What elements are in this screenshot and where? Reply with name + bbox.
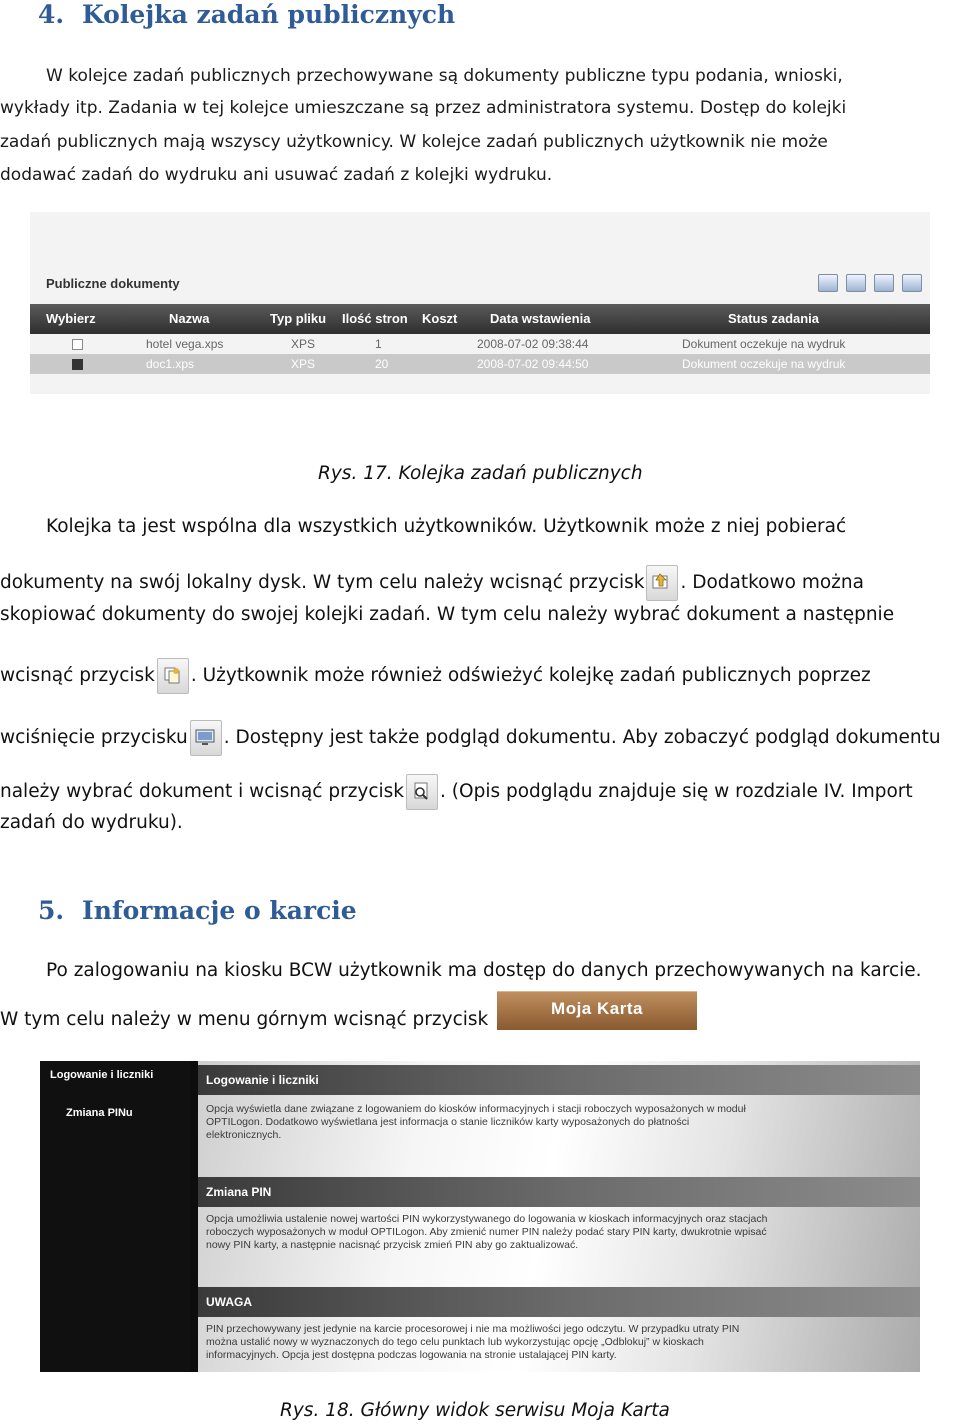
body-line-3: skopiować dokumenty do swojej kolejki zadań. W tym celu należy wybrać dokument a następnie bbox=[0, 604, 895, 625]
column-header: Koszt bbox=[422, 311, 458, 326]
intro-line-1: W kolejce zadań publicznych przechowywane są dokumenty publiczne typu podania, wnioski, bbox=[46, 66, 843, 86]
section-number: 4. bbox=[38, 0, 65, 29]
text-line: OPTILogon. Dodatkowo wyświetlana jest informacja o stanie liczników karty wyposażonych do płatności bbox=[206, 1116, 690, 1128]
intro-line-3: zadań publicznych mają wszyscy użytkownicy. W kolejce zadań publicznych użytkownik nie może bbox=[0, 132, 828, 152]
select-checkbox[interactable] bbox=[72, 359, 83, 370]
body-line-5b: . Dostępny jest także podgląd dokumentu. Aby zobaczyć podgląd dokumentu bbox=[223, 727, 941, 748]
column-header: Data wstawienia bbox=[490, 311, 591, 326]
intro-line-2: wykłady itp. Zadania w tej kolejce umieszczane są przez administratora systemu. Dostęp do kolejki bbox=[0, 98, 847, 118]
column-header: Wybierz bbox=[46, 311, 96, 326]
content-panel bbox=[198, 1061, 920, 1372]
section-text bbox=[206, 1323, 906, 1362]
body-line-6b: . (Opis podglądu znajduje się w rozdziale IV. Import bbox=[440, 781, 913, 802]
figure-17-caption: Rys. 17. Kolejka zadań publicznych bbox=[318, 463, 643, 484]
section-5-line-2: W tym celu należy w menu górnym wcisnąć przycisk bbox=[0, 1009, 489, 1030]
intro-line-4: dodawać zadań do wydruku ani usuwać zadań z kolejki wydruku. bbox=[0, 165, 553, 185]
section-5-line-1: Po zalogowaniu na kiosku BCW użytkownik ma dostęp do danych przechowywanych na karcie. bbox=[46, 960, 922, 981]
section-bar: UWAGA bbox=[198, 1287, 920, 1317]
moja-karta-screenshot bbox=[40, 1061, 920, 1372]
preview-button-icon bbox=[406, 774, 438, 810]
sidebar-item-zmiana-pin[interactable]: Zmiana PINu bbox=[66, 1107, 133, 1119]
cell-pages: 20 bbox=[375, 357, 389, 371]
download-icon[interactable] bbox=[902, 274, 922, 292]
section-title: Kolejka zadań publicznych bbox=[82, 0, 456, 29]
public-documents-screenshot bbox=[30, 212, 930, 394]
table-row[interactable] bbox=[30, 334, 930, 354]
text-line: nowy PIN karty, a następnie nacisnąć przycisk zmień PIN aby go zaktualizować. bbox=[206, 1239, 579, 1251]
cell-status: Dokument oczekuje na wydruk bbox=[682, 357, 846, 371]
figure-18-caption: Rys. 18. Główny widok serwisu Moja Karta bbox=[280, 1400, 670, 1421]
body-line-2b: . Dodatkowo można bbox=[680, 572, 864, 593]
body-line-4b: . Użytkownik może również odświeżyć kolejkę zadań publicznych poprzez bbox=[190, 665, 871, 686]
body-line-2a: dokumenty na swój lokalny dysk. W tym celu należy wcisnąć przycisk bbox=[0, 572, 645, 593]
sidebar-item-logowanie[interactable]: Logowanie i liczniki bbox=[50, 1069, 154, 1081]
section-text bbox=[206, 1103, 906, 1142]
column-header: Typ pliku bbox=[270, 311, 327, 326]
section-number: 5. bbox=[38, 896, 65, 925]
cell-date: 2008-07-02 09:38:44 bbox=[477, 337, 589, 351]
table-header bbox=[30, 304, 930, 334]
cell-status: Dokument oczekuje na wydruk bbox=[682, 337, 846, 351]
download-button-icon bbox=[646, 565, 678, 601]
cell-name: hotel vega.xps bbox=[146, 337, 224, 351]
refresh-icon[interactable] bbox=[818, 274, 838, 292]
cell-name: doc1.xps bbox=[146, 357, 195, 371]
text-line: PIN przechowywany jest jedynie na karcie procesorowej i nie ma możliwości jego odczytu. W przypadku utraty PIN bbox=[206, 1323, 740, 1335]
body-line-5a: wciśnięcie przycisku bbox=[0, 727, 188, 748]
panel-title: Publiczne dokumenty bbox=[46, 276, 180, 291]
text-line: informacyjnych. Opcja jest dostępna podczas logowania na stronie ustalającej PIN karty. bbox=[206, 1349, 617, 1361]
body-line-1: Kolejka ta jest wspólna dla wszystkich użytkowników. Użytkownik może z niej pobierać bbox=[46, 516, 847, 537]
text-line: Opcja umożliwia ustalenie nowej wartości PIN wykorzystywanego do logowania w kioskach informacyjnych oraz stacjach bbox=[206, 1213, 768, 1225]
column-header: Nazwa bbox=[169, 311, 210, 326]
toolbar bbox=[818, 274, 922, 292]
refresh-button-icon bbox=[190, 720, 222, 756]
section-4-heading bbox=[38, 0, 455, 29]
section-text bbox=[206, 1213, 906, 1252]
body-line-4a: wcisnąć przycisk bbox=[0, 665, 155, 686]
text-line: roboczych wyposażonych w moduł OPTILogon. Aby zmienić numer PIN należy podać stary PIN karty, dwukrotnie wpisać bbox=[206, 1226, 767, 1238]
cell-date: 2008-07-02 09:44:50 bbox=[477, 357, 589, 371]
text-line: Opcja wyświetla dane związane z logowaniem do kiosków informacyjnych i stacji roboczych wyposażonych w moduł bbox=[206, 1103, 746, 1115]
column-header: Ilość stron bbox=[342, 311, 408, 326]
cell-type: XPS bbox=[291, 337, 316, 351]
section-bar: Logowanie i liczniki bbox=[198, 1065, 920, 1095]
cell-type: XPS bbox=[291, 357, 316, 371]
body-line-7: zadań do wydruku). bbox=[0, 812, 183, 833]
select-checkbox[interactable] bbox=[72, 339, 83, 350]
text-line: można ustalić nowy w wyznaczonych do tego celu punktach lub wykorzystując opcję „Odblokuj” w kioskach bbox=[206, 1336, 704, 1348]
table-row[interactable] bbox=[30, 354, 930, 374]
copy-button-icon bbox=[157, 658, 189, 694]
section-title: Informacje o karcie bbox=[82, 896, 357, 925]
section-5-heading bbox=[38, 896, 357, 925]
preview-icon[interactable] bbox=[846, 274, 866, 292]
copy-icon[interactable] bbox=[874, 274, 894, 292]
moja-karta-button: Moja Karta bbox=[497, 991, 697, 1030]
sidebar bbox=[40, 1061, 190, 1372]
text-line: elektronicznych. bbox=[206, 1129, 282, 1141]
column-header: Status zadania bbox=[728, 311, 820, 326]
section-bar: Zmiana PIN bbox=[198, 1177, 920, 1207]
body-line-6a: należy wybrać dokument i wcisnąć przycisk bbox=[0, 781, 405, 802]
cell-pages: 1 bbox=[375, 337, 382, 351]
